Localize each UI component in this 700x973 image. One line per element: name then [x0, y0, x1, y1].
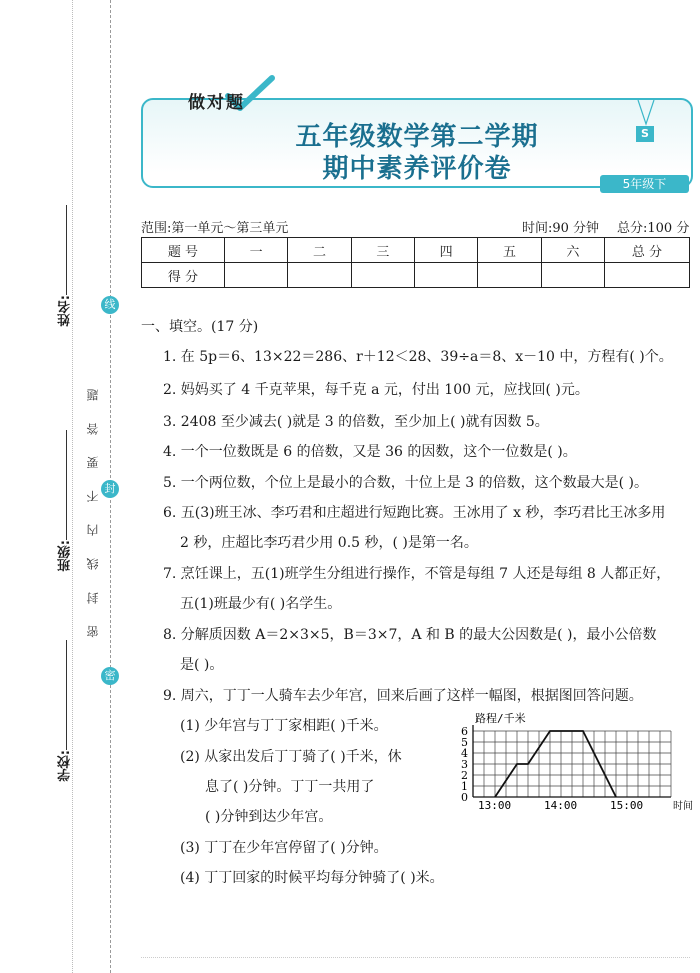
question-9-part-1: (1) 少年宫与丁丁家相距( )千米。 — [180, 718, 388, 734]
chart-grid — [473, 731, 671, 797]
school-label: 学校: — [58, 750, 73, 782]
class-blank-line — [66, 430, 67, 540]
hanger-icon — [636, 100, 656, 128]
exam-title-line2: 期中素养评价卷 — [322, 154, 512, 184]
question-9-part-4: (4) 丁丁回家的时候平均每分钟骑了( )米。 — [180, 870, 444, 886]
exam-scope: 范围:第一单元～第三单元 — [141, 221, 289, 236]
chart-x-axis-label: 时间 — [673, 801, 693, 812]
grade-badge: 5年级下 — [600, 175, 689, 193]
table-cell: 五 — [478, 238, 541, 263]
question-6: 6. 五(3)班王冰、李巧君和庄超进行短跑比赛。王冰用了 x 秒，李巧君比王冰多用 — [163, 505, 666, 521]
score-entry-cell[interactable] — [605, 263, 690, 288]
question-9: 9. 周六，丁丁一人骑车去少年宫，回来后画了这样一幅图，根据图回答问题。 — [163, 688, 643, 704]
question-8-continued: 是( )。 — [180, 657, 224, 673]
question-2: 2. 妈妈买了 4 千克苹果，每千克 a 元，付出 100 元，应找回( )元。 — [163, 382, 589, 398]
name-blank-line — [66, 205, 67, 295]
school-blank-line — [66, 640, 67, 750]
chart-x-tick-label: 13:00 — [478, 799, 512, 812]
table-cell: 六 — [541, 238, 604, 263]
page-footer-rule — [141, 957, 690, 962]
brand-logo-text: 做对题 — [188, 93, 245, 113]
table-cell: 三 — [351, 238, 414, 263]
chart-y-tick-label: 0 — [461, 791, 468, 804]
seal-char-line: 线 — [101, 296, 119, 314]
question-6-continued: 2 秒，庄超比李巧君少用 0.5 秒，( )是第一名。 — [180, 535, 478, 551]
chart-y-tick-label: 2 — [461, 769, 468, 782]
score-entry-cell[interactable] — [225, 263, 288, 288]
margin-dotted-line — [72, 0, 73, 973]
exam-time: 时间:90 分钟 — [522, 221, 600, 236]
chart-x-tick-label: 14:00 — [544, 799, 578, 812]
question-3: 3. 2408 至少减去( )就是 3 的倍数，至少加上( )就有因数 5。 — [163, 414, 549, 430]
question-4: 4. 一个一位数既是 6 的倍数，又是 36 的因数，这个一位数是( )。 — [163, 444, 577, 460]
score-table-header-row — [142, 238, 690, 263]
chart-x-tick-label: 15:00 — [610, 799, 644, 812]
chart-y-tick-label: 3 — [461, 758, 468, 771]
question-8: 8. 分解质因数 A＝2×3×5，B＝3×7，A 和 B 的最大公因数是( )，最小公倍数 — [163, 627, 657, 643]
chart-y-tick-label: 5 — [461, 736, 468, 749]
score-entry-cell[interactable] — [288, 263, 351, 288]
class-label: 班级: — [58, 540, 73, 572]
name-label: 姓名: — [58, 295, 73, 327]
score-entry-cell[interactable] — [414, 263, 477, 288]
chart-y-tick-label: 4 — [461, 747, 468, 760]
exam-title-line1: 五年级数学第二学期 — [295, 122, 539, 152]
table-cell: 总 分 — [605, 238, 690, 263]
question-1: 1. 在 5p＝6、13×22＝286、r＋12＜28、39÷a＝8、x－10 中，方程有( )个。 — [163, 349, 673, 365]
question-7-continued: 五(1)班最少有( )名学生。 — [180, 596, 342, 612]
question-5: 5. 一个两位数，个位上是最小的合数，十位上是 3 的倍数，这个数最大是( )。 — [163, 475, 648, 491]
question-9-part-2: (2) 从家出发后丁丁骑了( )千米，休 — [180, 749, 402, 765]
score-table-score-row — [142, 263, 690, 288]
seal-char-seal: 封 — [101, 480, 119, 498]
score-entry-cell[interactable] — [351, 263, 414, 288]
s-badge: S — [636, 126, 654, 142]
distance-time-chart — [428, 712, 693, 815]
score-entry-cell[interactable] — [541, 263, 604, 288]
chart-y-tick-label: 1 — [461, 780, 468, 793]
table-cell: 题 号 — [142, 238, 225, 263]
seal-char-secret: 密 — [101, 667, 119, 685]
chart-y-tick-label: 6 — [461, 725, 468, 738]
table-cell: 一 — [225, 238, 288, 263]
chart-y-axis-label: 路程/千米 — [475, 712, 526, 725]
table-cell: 二 — [288, 238, 351, 263]
score-table — [141, 237, 690, 288]
seal-note: 密 封 线 内 不 要 答 题 — [86, 380, 100, 638]
table-cell: 得 分 — [142, 263, 225, 288]
table-cell: 四 — [414, 238, 477, 263]
question-9-part-2-line3: ( )分钟到达少年宫。 — [205, 809, 333, 825]
score-entry-cell[interactable] — [478, 263, 541, 288]
exam-total: 总分:100 分 — [617, 221, 690, 236]
question-7: 7. 烹饪课上，五(1)班学生分组进行操作，不管是每组 7 人还是每组 8 人都正好， — [163, 566, 671, 582]
section-heading: 一、填空。(17 分) — [141, 319, 259, 335]
question-9-part-2-line2: 息了( )分钟。丁丁一共用了 — [205, 779, 375, 795]
question-9-part-3: (3) 丁丁在少年宫停留了( )分钟。 — [180, 840, 388, 856]
